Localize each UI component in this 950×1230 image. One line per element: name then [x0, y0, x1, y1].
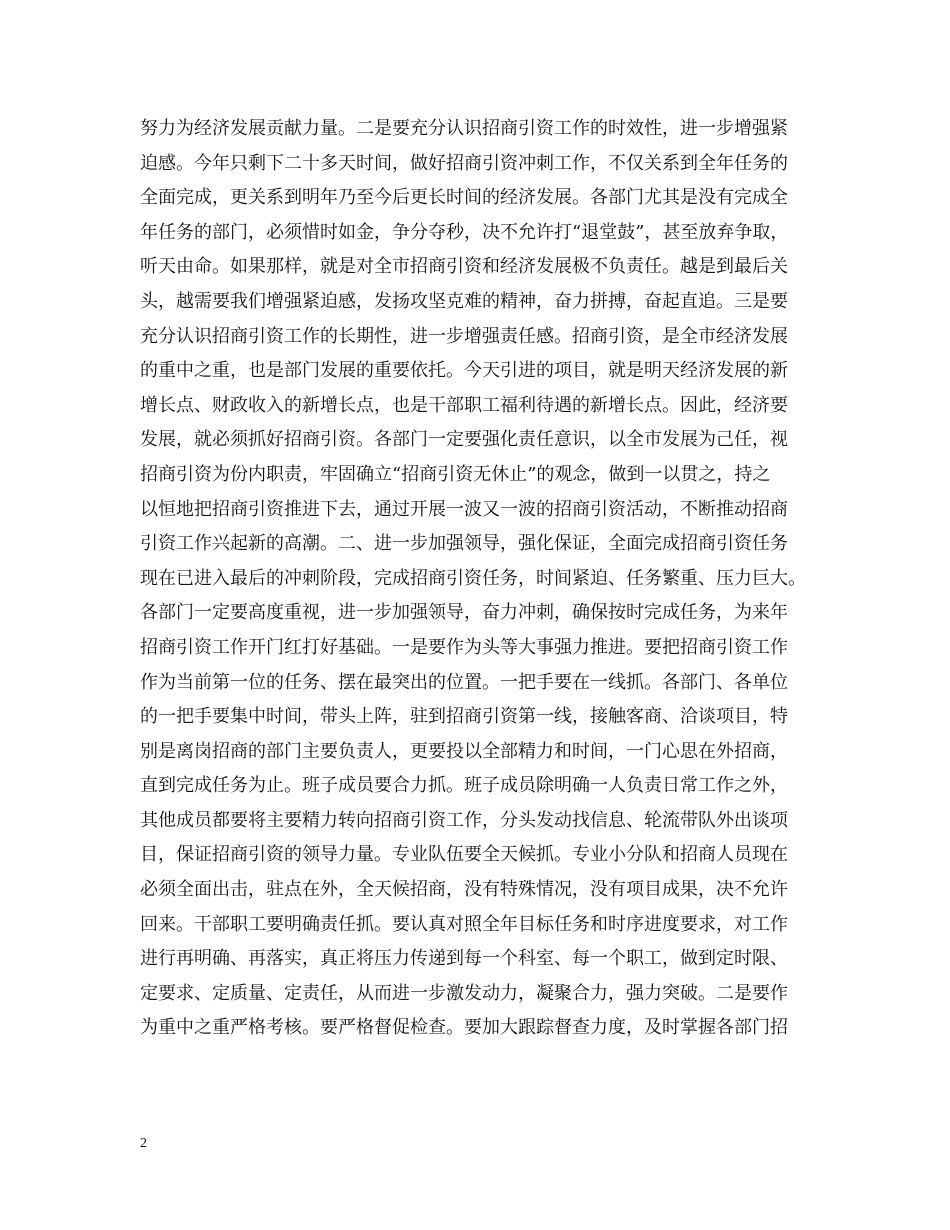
text-line: 努力为经济发展贡献力量。二是要充分认识招商引资工作的时效性，进一步增强紧: [140, 118, 788, 139]
text-line: 招商引资为份内职责，牢固确立“招商引资无休止”的观念，做到一以贯之，持之: [140, 463, 771, 485]
text-line: 进行再明确、再落实，真正将压力传递到每一个科室、每一个职工，做到定时限、: [140, 948, 788, 970]
text-line: 定要求、定质量、定责任，从而进一步激发动力，凝聚合力，强力突破。二是要作: [140, 982, 788, 1004]
text-line: 全面完成，更关系到明年乃至今后更长时间的经济发展。各部门尤其是没有完成全: [140, 187, 788, 209]
text-line: 目，保证招商引资的领导力量。专业队伍要全天候抓。专业小分队和招商人员现在: [140, 844, 788, 866]
text-line: 引资工作兴起新的高潮。二、进一步加强领导，强化保证，全面完成招商引资任务: [140, 533, 788, 555]
text-line: 增长点、财政收入的新增长点，也是干部职工福利待遇的新增长点。因此，经济要: [140, 394, 788, 416]
text-line: 发展，就必须抓好招商引资。各部门一定要强化责任意识，以全市发展为己任，视: [140, 429, 788, 451]
text-line: 以恒地把招商引资推进下去，通过开展一波又一波的招商引资活动，不断推动招商: [140, 498, 788, 520]
text-line: 头，越需要我们增强紧迫感，发扬攻坚克难的精神，奋力拼搏，奋起直追。三是要: [140, 290, 788, 312]
document-body: [140, 112, 820, 1046]
text-line: 各部门一定要高度重视，进一步加强领导，奋力冲刺，确保按时完成任务，为来年: [140, 602, 788, 624]
text-line: 充分认识招商引资工作的长期性，进一步增强责任感。招商引资，是全市经济发展: [140, 325, 788, 347]
page-number: 2: [140, 1136, 147, 1151]
text-line: 年任务的部门，必须惜时如金，争分夺秒，决不允许打“退堂鼓”，甚至放弃争取，: [140, 221, 789, 243]
text-line: 为重中之重严格考核。要严格督促检查。要加大跟踪督查力度，及时掌握各部门招: [140, 1017, 788, 1039]
text-line: 回来。干部职工要明确责任抓。要认真对照全年目标任务和时序进度要求，对工作: [140, 913, 788, 935]
text-line: 的一把手要集中时间，带头上阵，驻到招商引资第一线，接触客商、洽谈项目，特: [140, 706, 788, 728]
text-line: 作为当前第一位的任务、摆在最突出的位置。一把手要在一线抓。各部门、各单位: [140, 671, 788, 693]
text-line: 其他成员都要将主要精力转向招商引资工作，分头发动找信息、轮流带队外出谈项: [140, 809, 788, 831]
text-line: 必须全面出击，驻点在外，全天候招商，没有特殊情况，没有项目成果，决不允许: [140, 879, 788, 901]
text-line: 招商引资工作开门红打好基础。一是要作为头等大事强力推进。要把招商引资工作: [140, 636, 788, 658]
text-line: 直到完成任务为止。班子成员要合力抓。班子成员除明确一人负责日常工作之外，: [140, 775, 788, 797]
text-line: 的重中之重，也是部门发展的重要依托。今天引进的项目，就是明天经济发展的新: [140, 360, 788, 382]
text-line: 听天由命。如果那样，就是对全市招商引资和经济发展极不负责任。越是到最后关: [140, 256, 788, 278]
text-line: 别是离岗招商的部门主要负责人，更要投以全部精力和时间，一门心思在外招商，: [140, 740, 788, 762]
text-line: 现在已进入最后的冲刺阶段，完成招商引资任务，时间紧迫、任务繁重、压力巨大。: [140, 567, 806, 589]
text-line: 迫感。今年只剩下二十多天时间，做好招商引资冲刺工作，不仅关系到全年任务的: [140, 152, 788, 174]
